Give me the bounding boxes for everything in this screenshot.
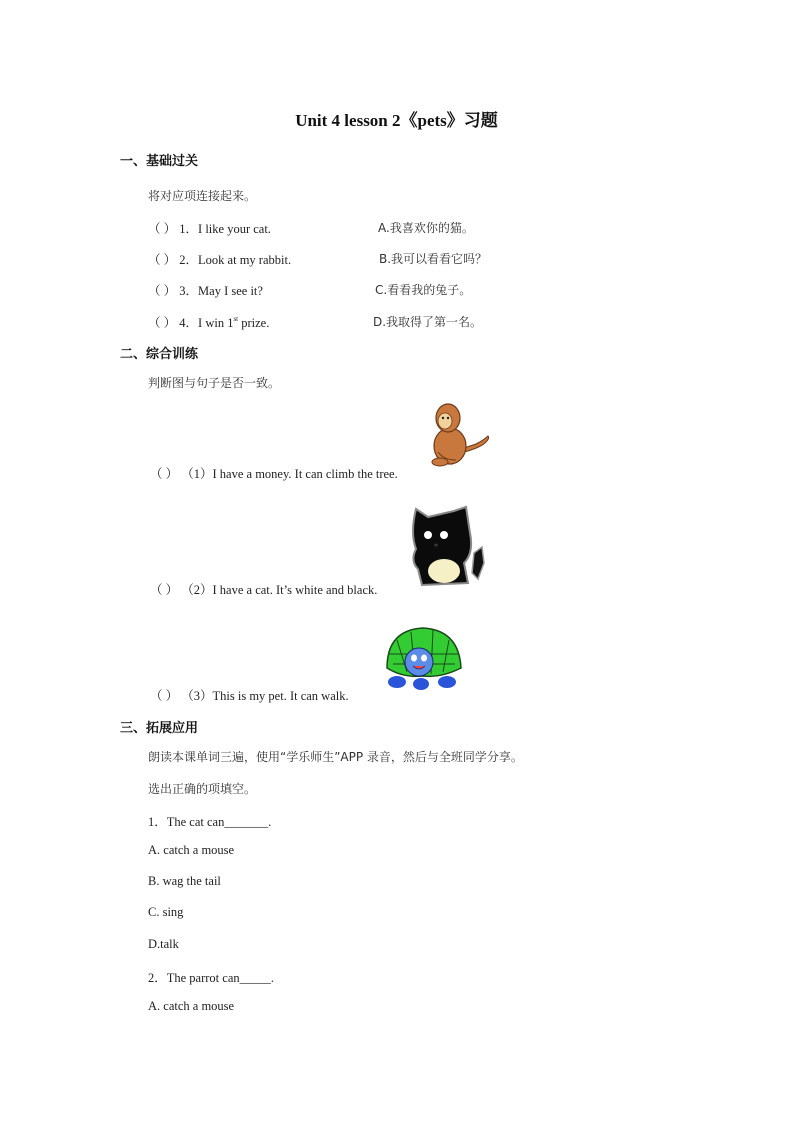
match-item-1: （ ） 1．I like your cat.	[148, 222, 271, 236]
question-1-stem: 1．The cat can_______.	[148, 815, 272, 829]
answer-blank[interactable]: （ ）	[150, 467, 179, 481]
judge-item-1: （ ） （1）I have a money. It can climb the tree.	[150, 467, 398, 481]
answer-blank[interactable]: （ ）	[148, 253, 177, 267]
judge-item-2: （ ） （2）I have a cat. It’s white and black.	[150, 583, 378, 597]
turtle-image	[381, 620, 465, 692]
q1-option-c: C. sing	[148, 905, 184, 919]
answer-blank[interactable]: （ ）	[148, 284, 177, 298]
q1-option-b: B. wag the tail	[148, 874, 221, 888]
question-2-stem: 2．The parrot can_____.	[148, 971, 275, 985]
match-item-2: （ ） 2．Look at my rabbit.	[148, 253, 292, 267]
black-cat-image	[408, 503, 490, 589]
page-title: Unit 4 lesson 2《pets》习题	[295, 111, 498, 130]
answer-blank[interactable]: （ ）	[148, 316, 177, 330]
section-heading-comprehensive: 二、综合训练	[120, 347, 199, 362]
answer-blank[interactable]: （ ）	[150, 689, 179, 703]
match-item-4: （ ） 4．I win 1st prize.	[148, 315, 270, 330]
match-option-d: D.我取得了第一名。	[373, 315, 483, 329]
judge-item-3: （ ） （3）This is my pet. It can walk.	[150, 689, 349, 703]
match-item-3: （ ） 3．May I see it?	[148, 284, 263, 298]
answer-blank[interactable]: （ ）	[150, 583, 179, 597]
section-heading-extension: 三、拓展应用	[120, 721, 199, 736]
extension-instruction: 朗读本课单词三遍，使用“学乐师生”APP 录音，然后与全班同学分享。	[148, 750, 523, 764]
match-option-c: C.看看我的兔子。	[375, 283, 472, 297]
q2-option-a: A. catch a mouse	[148, 999, 235, 1013]
answer-blank[interactable]: （ ）	[148, 222, 177, 236]
instruction-judge: 判断图与句子是否一致。	[148, 376, 281, 390]
q1-option-d: D.talk	[148, 937, 179, 951]
q1-option-a: A. catch a mouse	[148, 843, 235, 857]
fill-instruction: 选出正确的项填空。	[148, 782, 257, 796]
instruction-matching: 将对应项连接起来。	[148, 189, 257, 203]
match-option-a: A.我喜欢你的猫。	[378, 221, 474, 235]
match-option-b: B.我可以看看它吗？	[379, 252, 488, 266]
monkey-image	[430, 402, 492, 468]
section-heading-basics: 一、基础过关	[120, 154, 199, 169]
